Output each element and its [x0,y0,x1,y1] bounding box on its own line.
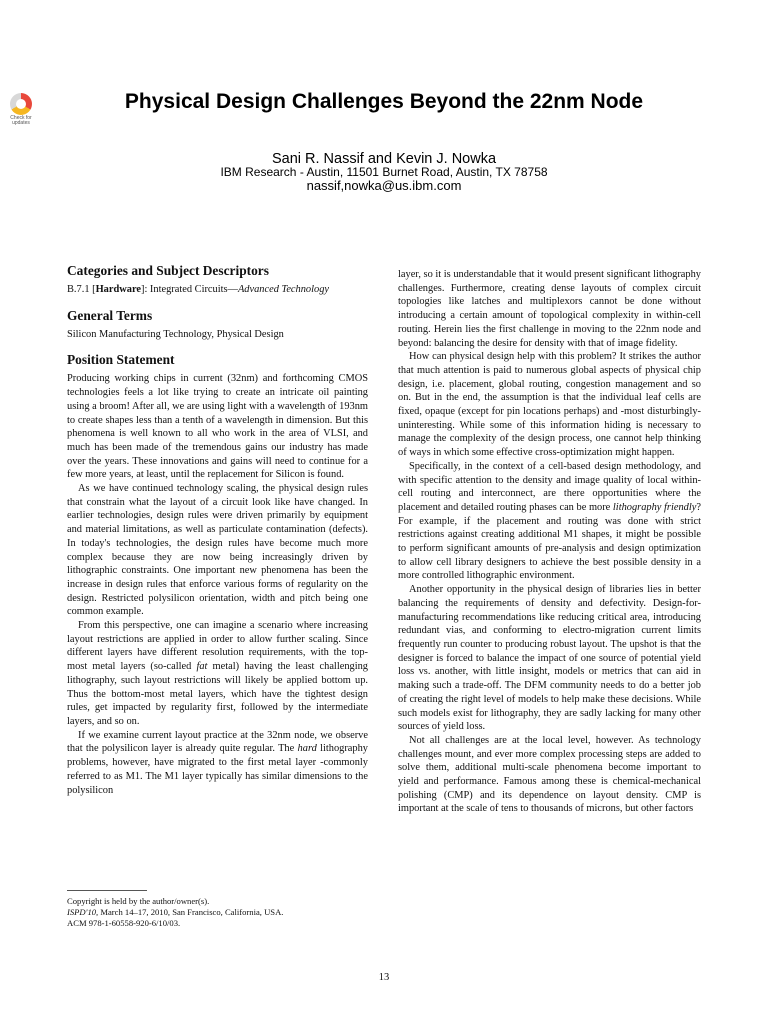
position-statement-heading: Position Statement [67,352,175,368]
paragraph: Producing working chips in current (32nm) and forthcoming CMOS technologies feels a lot like trying to create an intricate oil painting using a broom! After all, we are using light with a wavelength of 193nm to create shapes less than a tenth of a wavelength in dimension. But this phenomena is well known to all who work in the area of VLSI, and much has been made of the tremendous gains our industry has made over the years. These innovations and gains will need to continue for a few more years, at least, until the replacement for Silicon is found. [67,373,368,481]
paper-title: Physical Design Challenges Beyond the 22nm Node [124,90,644,113]
paragraph: If we examine current layout practice at the 32nm node, we observe that the polysilicon layer is already quite regular. The hard lithography problems, however, have migrated to the first metal layer -commonly referred to as M1. The M1 layer typically has similar dimensions to the polysilicon [67,729,368,796]
acm-line: ACM 978-1-60558-920-6/10/03. [67,918,181,928]
paragraph: From this perspective, one can imagine a scenario where increasing layout restrictions are applied in order to allow further scaling. Since different layers have different resolution requirements, with the top-most metal layers (so-called fat metal) having the least challenging lithography, such layout restrictions will likely be applied bottom up. Thus the bottom-most metal layers, which have the tightest design rules, get impacted by regularity first, followed by the intermediate layers, and so on. [67,620,368,727]
paper-authors: Sani R. Nassif and Kevin J. Nowka [271,151,497,167]
paragraph: How can physical design help with this problem? It strikes the author that much attention is paid to numerous global aspects of physical chip design, i.e. placement, global routing, congestion management and so on. But in the end, the assumption is that the individual leaf cells are fixed, opaque (except for pin locations perhaps) and -most disturbingly- uninteresting. While some of this information hiding is necessary to manage the complexity of the design process, one cannot help thinking of ways in which some effective cross-optimization might happen. [398,351,701,459]
paragraph: Another opportunity in the physical design of libraries lies in better balancing the requirements of density and defectivity. Design-for-manufacturing recommendations like reducing critical area, introducing redundant vias, and conforming to electro-migration current limits frequently run counter to producing robust layout. The upshot is that the designer is forced to balance the impact of one source of potential yield loss vs. another, with little insight, models or metrics that can aid in making such a trade-off. The DFM community needs to do a better job of creating the right level of models to help make these decisions. While such models exist for lithography, they are sadly lacking for many other sources of yield loss. [398,584,701,733]
general-terms-text: Silicon Manufacturing Technology, Physical Design [67,328,284,340]
general-terms-heading: General Terms [67,307,153,323]
categories-text: B.7.1 [Hardware]: Integrated Circuits—Advanced Technology [67,284,330,295]
paragraph: As we have continued technology scaling, the physical design rules that constrain what the layout of a circuit look like have changed. In earlier technologies, design rules were driven primarily by equipment and material limitations, as well as particulate contamination (defects). In today's technologies, the design rules have become much more complex because they are now being increasingly driven by lithographic constraints. One important new phenomena has been the increase in design rules that enforce various forms of regularity on the design. Restricted polysilicon orientation, width and pitch being one common example. [67,483,368,618]
categories-heading: Categories and Subject Descriptors [67,263,269,278]
position-statement-section [67,352,368,797]
footnote-rule [67,890,147,891]
copyright-line: Copyright is held by the author/owner(s). [67,896,210,906]
general-terms-section [67,308,368,342]
paper-affiliation: IBM Research - Austin, 11501 Burnet Road, Austin, TX 78758 [220,165,548,179]
paragraph: Not all challenges are at the local level, however. As technology challenges mount, and ever more complex processing steps are added to solve them, additional multi-scale phenomena become important to yield and performance. Famous among these is chemical-mechanical polishing (CMP) and its dependence on layout density. CMP is important at the scale of tens to thousands of microns, but other factors [398,734,701,815]
paragraph: Specifically, in the context of a cell-based design methodology, and with specific attention to the density and image quality of local within-cell routing and interconnect, are there opportunities where the placement and detailed routing phases can be more lithography friendly? For example, if the placement and routing was done with strict restrictions against creating additional M1 shapes, it might be possible to perform significant amounts of pre-analysis and design optimization to allow cell library designers to achieve the best possible density in a more controlled lithographic environment. [398,460,701,582]
paper-email: nassif,nowka@us.ibm.com [306,178,462,193]
badge-label: Check for updates [10,115,32,126]
conference-line: ISPD'10, March 14–17, 2010, San Francisco, California, USA. [67,907,284,917]
page-number: 13 [378,972,390,983]
copyright-notice [67,896,368,929]
left-column [67,263,368,797]
paragraph: layer, so it is understandable that it would present significant lithography challenges. Furthermore, creating dense layouts of complex circuit topologies like latches and multiplexors cannot be done without introducing a certain amount of topological complexity in within-cell routing. Herein lies the first challenge in moving to the 22nm node and beyond: balancing the desire for density with that of image fidelity. [398,269,701,349]
categories-section [67,263,368,297]
right-column [398,268,701,816]
